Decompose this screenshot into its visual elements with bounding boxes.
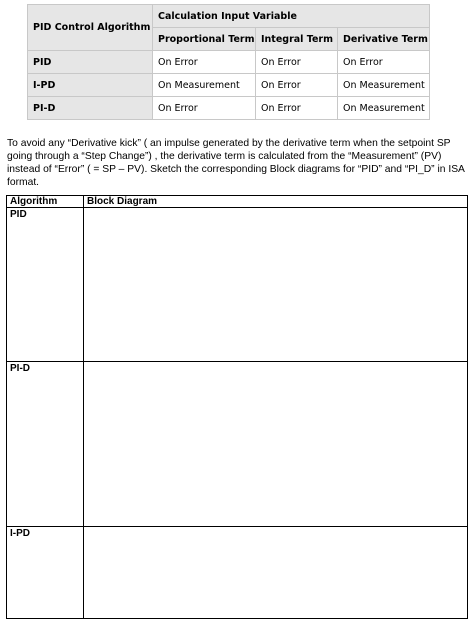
row-header: I-PD [28,74,153,97]
algorithm-label: PID [7,208,84,362]
block-diagram-area[interactable] [84,527,468,619]
block-diagram-area[interactable] [84,362,468,527]
corner-header: PID Control Algorithm [28,5,153,51]
row-header: PID [28,51,153,74]
table-row [28,51,430,74]
pid-algorithm-table [27,4,430,120]
algorithm-label: I-PD [7,527,84,619]
block-diagram-answer-table [6,195,468,619]
column-header-proportional: Proportional Term [153,28,256,51]
table-cell: On Error [256,97,338,120]
table-cell: On Error [338,51,430,74]
answer-header-row [7,196,468,208]
instructions-paragraph: To avoid any “Derivative kick” ( an impulse generated by the derivative term when the setpoint SP going through a “Step Change”) , the derivative term is calculated from the “Measurement” (PV) instead of “Error” ( = SP – PV). Sketch the corresponding Block diagrams for “PID” and “PI_D” in ISA format. [7,138,465,188]
table-cell: On Error [153,51,256,74]
column-header-derivative: Derivative Term [338,28,430,51]
column-header-integral: Integral Term [256,28,338,51]
algorithm-label: PI-D [7,362,84,527]
table-cell: On Measurement [153,74,256,97]
block-diagram-column-header: Block Diagram [84,196,468,208]
table-cell: On Measurement [338,97,430,120]
group-header: Calculation Input Variable [153,5,430,28]
table-header-row [28,5,430,28]
table-row [28,74,430,97]
row-header: PI-D [28,97,153,120]
answer-row [7,527,468,619]
table-cell: On Error [153,97,256,120]
table-row [28,97,430,120]
answer-row [7,362,468,527]
algorithm-column-header: Algorithm [7,196,84,208]
table-cell: On Error [256,74,338,97]
block-diagram-area[interactable] [84,208,468,362]
answer-row [7,208,468,362]
table-cell: On Measurement [338,74,430,97]
table-cell: On Error [256,51,338,74]
